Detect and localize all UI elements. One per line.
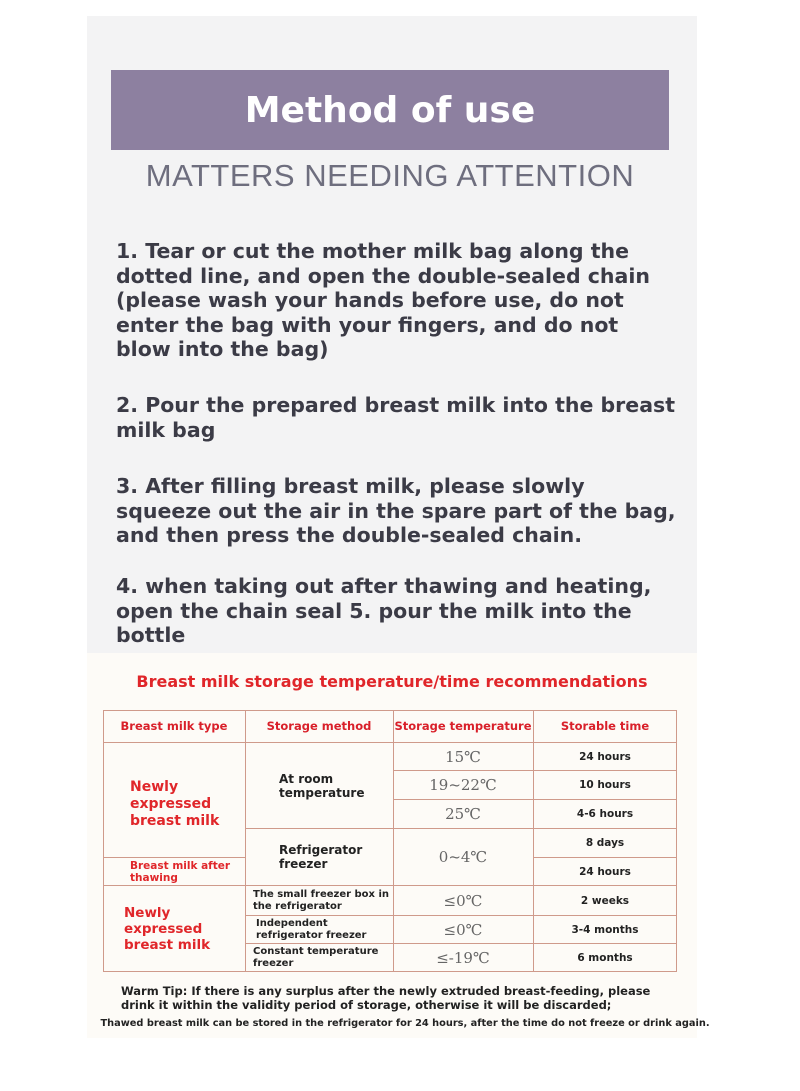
temp-cell: ≤0℃ (443, 891, 483, 910)
warm-tip: Warm Tip: If there is any surplus after the newly extruded breast-feeding, please drink it within the validity period of storage, otherwise it will be discarded; (121, 984, 651, 1012)
time-cell: 2 weeks (580, 894, 630, 907)
time-cell: 8 days (585, 837, 625, 849)
page-title: Method of use (111, 70, 669, 150)
type-fresh: Newly expressed breast milk (130, 778, 220, 829)
temp-cell: 25℃ (445, 805, 481, 823)
header-time: Storable time (560, 719, 650, 733)
temp-cell: 19~22℃ (429, 776, 497, 794)
step-4: 4. when taking out after thawing and heating, open the chain seal 5. pour the milk into the bottle (116, 574, 652, 647)
temp-cell: ≤0℃ (443, 920, 483, 939)
type-thawed: Breast milk after thawing (130, 859, 231, 884)
step-2: 2. Pour the prepared breast milk into the breast milk bag (116, 393, 676, 442)
header-temperature: Storage temperature (394, 719, 532, 733)
table-title: Breast milk storage temperature/time recommendations (136, 672, 648, 691)
type-frozen: Newly expressed breast milk (124, 904, 211, 953)
header-method: Storage method (266, 719, 372, 733)
method-room-temperature: At room temperature (279, 771, 365, 800)
header-type: Breast milk type (120, 719, 228, 733)
method-small-freezer-box: The small freezer box in the refrigerator (253, 888, 390, 912)
storage-table (103, 710, 677, 972)
temp-cell: 15℃ (445, 747, 481, 766)
temp-cell: 0~4℃ (438, 848, 488, 866)
time-cell: 10 hours (579, 779, 631, 791)
time-cell: 24 hours (579, 865, 631, 878)
method-constant-freezer: Constant temperature freezer (253, 945, 379, 969)
step-3: 3. After filling breast milk, please slowly squeeze out the air in the spare part of the bag, and then press the double-sealed chain. (116, 474, 676, 547)
time-cell: 6 months (577, 951, 633, 964)
temp-cell: ≤-19℃ (436, 948, 490, 967)
page-subtitle: MATTERS NEEDING ATTENTION (145, 158, 635, 193)
time-cell: 24 hours (579, 750, 631, 763)
time-cell: 4-6 hours (576, 808, 634, 820)
thawed-note: Thawed breast milk can be stored in the refrigerator for 24 hours, after the time do not freeze or drink again. (100, 1018, 710, 1029)
method-independent-freezer: Independent refrigerator freezer (256, 917, 367, 941)
method-refrigerator-freezer: Refrigerator freezer (279, 843, 363, 871)
time-cell: 3-4 months (571, 923, 639, 936)
step-1: 1. Tear or cut the mother milk bag along the dotted line, and open the double-sealed chain (please wash your hands before use, do not enter the bag with your fingers, and do not blow into the bag) (116, 239, 650, 361)
